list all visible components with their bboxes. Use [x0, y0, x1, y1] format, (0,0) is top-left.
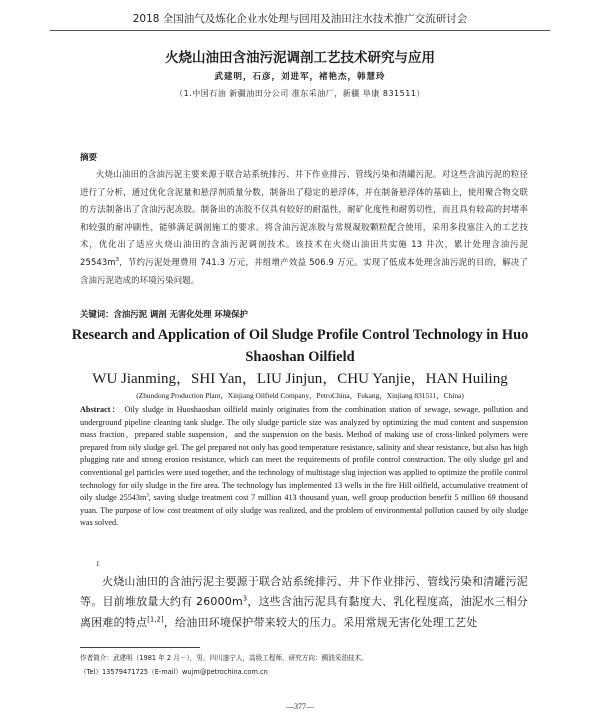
stray-mark: 1 [96, 560, 100, 568]
running-header: 2018 全国油气及炼化企业水处理与回用及油田注水技术推广交流研讨会 [50, 10, 550, 31]
english-abstract-text-2: , saving sludge treatment cost 7 million 413 thousand yuan, well group production benefit 5 million 69 thousand yuan. The purpose of low cost treatment of oily sludge was realized, and the problem of environmental pollution caused by oily sludge was solved. [80, 493, 528, 528]
chinese-abstract-label: 摘要 [80, 153, 98, 163]
chinese-abstract [80, 166, 528, 289]
body-text-1: 火烧山油田的含油污泥主要源于联合站系统排污、井下作业排污、管线污染和清罐污泥等。目前堆放量大约有 26000m [80, 575, 528, 609]
chinese-keywords-value: 含油污泥 调剖 无害化处理 环境保护 [113, 309, 248, 319]
chinese-authors: 武建明，石彦，刘进军，褚艳杰，韩慧玲 [214, 72, 386, 82]
footnote-rule [80, 647, 200, 648]
chinese-keywords-label: 关键词： [80, 309, 114, 319]
chinese-keywords [80, 308, 528, 320]
footnote-contact: （Tel）13579471725（E-mail）wujm@petrochina.com.cn [80, 668, 268, 676]
english-affiliation: (Zhundong Production Plant，Xinjiang Oilfield Company，PetroChina，Fukang，Xinjiang 831511，China) [136, 391, 464, 400]
body-text-2: ，这些含油污泥具有黏度大、乳化程度高，油泥水三相分离困难的特点 [80, 595, 528, 629]
footnote-author-bio: 作者简介：武建明（1981 年 2 月－），男，四川遂宁人，高级工程师，研究方向：稠油采油技术。 [80, 654, 368, 662]
body-sup-1: 3 [242, 594, 248, 603]
english-abstract [80, 404, 528, 530]
english-authors: WU Jianming，SHI Yan，LIU Jinjun，CHU Yanjie，HAN Huiling [92, 371, 508, 387]
page-number: —377— [286, 702, 314, 711]
body-paragraph [80, 572, 528, 633]
english-title: Research and Application of Oil Sludge Profile Control Technology in Huo Shaoshan Oilfield [71, 327, 529, 365]
english-abstract-unit-sup: 3 [146, 493, 149, 499]
chinese-abstract-text-2: ，节约污泥处理费用 741.3 万元，井组增产效益 506.9 万元。实现了低成本处理含油污泥的目的，解决了含油污泥造成的环境污染问题。 [80, 256, 528, 285]
chinese-title: 火烧山油田含油污泥调剖工艺技术研究与应用 [165, 50, 435, 66]
chinese-affiliation: （1.中国石油 新疆油田分公司 准东采油厂，新疆 阜康 831511） [175, 89, 425, 98]
english-abstract-label: Abstract： [80, 405, 122, 414]
body-text-3: ，给油田环境保护带来较大的压力。采用常规无害化处理工艺处 [163, 615, 478, 629]
chinese-abstract-text: 火烧山油田的含油污泥主要来源于联合站系统排污、井下作业排污、管线污染和清罐污泥。对这些含油污泥的粒径进行了分析，通过优化含泥量和悬浮剂质量分数，制备出了稳定的悬浮体，并在制备悬浮体的基础上，使用聚合物交联的方法制备出了含油污泥冻胶。制备出的冻胶不仅具有较好的耐温性，耐矿化度性和耐剪切性，而且具有较高的封堵率和较强的耐冲刷性，能够满足调剖施工的要求。将含油污泥冻胶与常规凝胶颗粒配合使用，采用多段塞注入的工艺技术，优化出了适应火烧山油田的含油污泥调剖技术。该技术在火烧山油田共实施 13 井次，累计处理含油污泥 25543m [80, 169, 528, 267]
body-citation: [1,2] [147, 615, 164, 624]
english-abstract-text: Oily sludge in Huoshaoshan oilfield mainly originates from the combination station of sewage, sewage, pollution and underground pipeline cleaning tank sludge. The oily sludge particle size was analyzed by optimizing the mud content and suspension mass fraction，prepared stable suspension，and the suspension on the basis. Method of making use of cross-linked polymers were prepared from oily sludge gel. The gel prepared not only has good temperature resistance, salinity and shear resistance, but also has high plugging rate and strong erosion resistance, which can meet the requirements of profile control construction. The oily sludge gel and conventional gel particles were used together, and the technology of multistage slug injection was applied to optimize the profile control technology for oily sludge in the fire area. The technology has implemented 13 wells in the fire Hill oilfield, accumulative treatment of oily sludge 25543m [80, 405, 529, 503]
chinese-abstract-unit-sup: 3 [115, 257, 120, 264]
